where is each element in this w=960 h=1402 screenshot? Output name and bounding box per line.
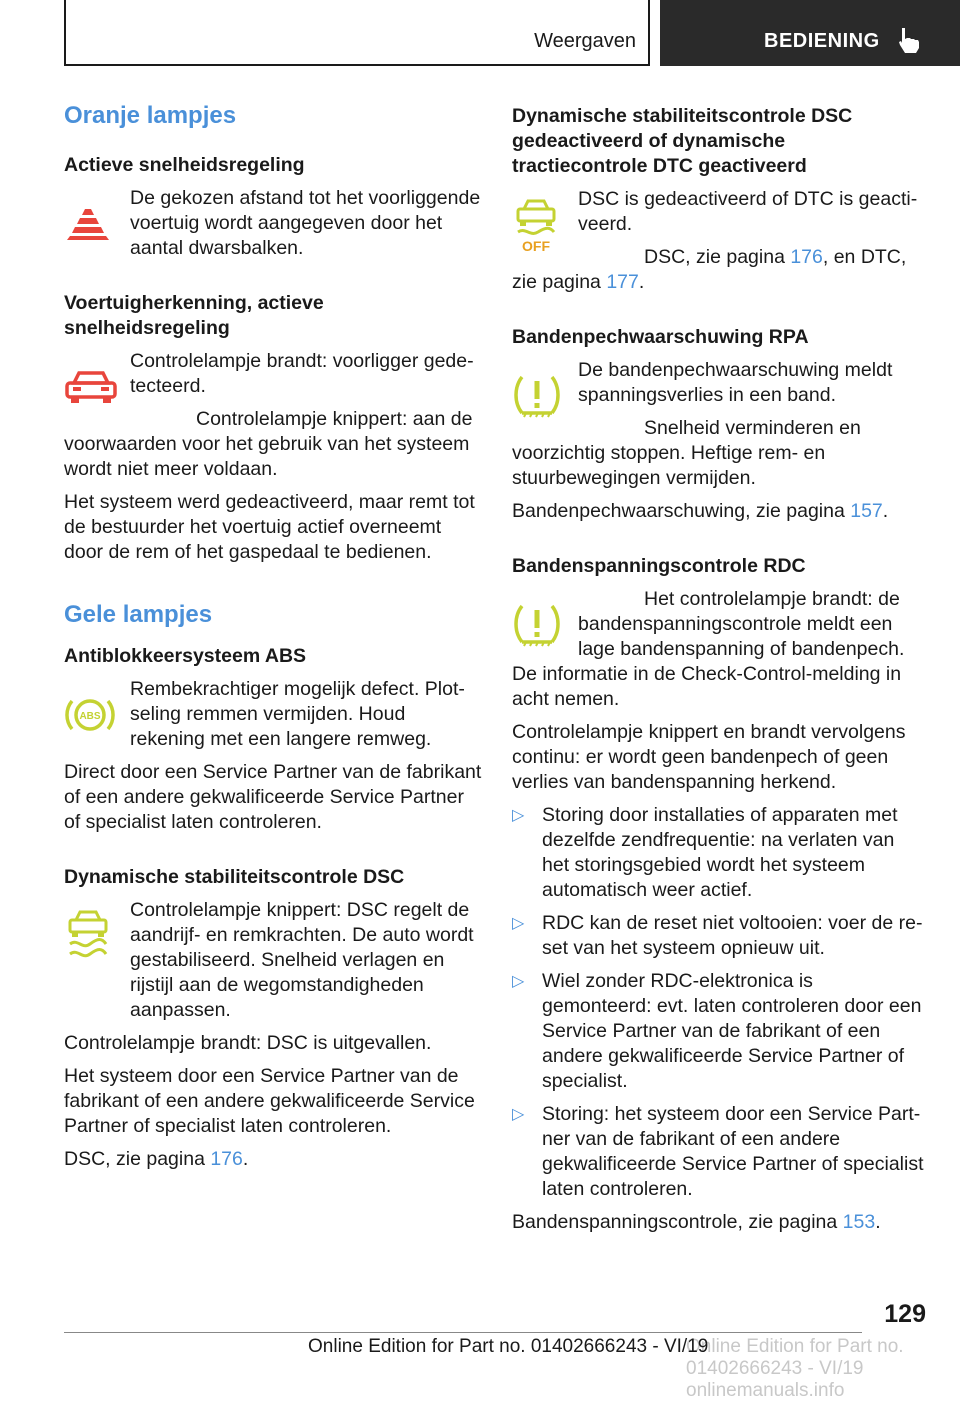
vr-text-1: Controlelampje brandt: voorligger gedetecteerd. bbox=[130, 349, 474, 397]
page-number: 129 bbox=[884, 1300, 926, 1328]
left-column bbox=[64, 96, 482, 1180]
footer-divider bbox=[64, 1332, 862, 1333]
svg-text:OFF: OFF bbox=[522, 238, 550, 254]
rpa-reference: Bandenpechwaarschuwing, zie pagina 157. bbox=[512, 500, 889, 522]
rdc-block bbox=[512, 587, 924, 712]
tire-pressure-icon bbox=[512, 602, 562, 648]
rdc-heading: Bandenspanningscontrole RDC bbox=[512, 555, 806, 577]
page-link-176[interactable]: 176 bbox=[210, 1147, 243, 1170]
acc-heading: Actieve snelheidsregeling bbox=[64, 153, 305, 176]
dscoff-heading: Dynamische stabiliteitscontrole DSC gedeactiveerd of dynamische tractiecontrole DTC geactiveerd bbox=[512, 105, 853, 177]
tire-warning-icon bbox=[512, 373, 562, 419]
rpa-text-2: Snelheid verminderen en voorzichtig stoppen. Heftige rem- en stuurbewegingen vermijden. bbox=[512, 417, 861, 489]
dsc-text-2: Controlelampje brandt: DSC is uitgevallen. bbox=[64, 1031, 432, 1054]
triangle-bullet-icon: ▷ bbox=[512, 807, 525, 824]
watermark: Online Edition for Part no. 01402666243 - VI/19 onlinemanuals.info bbox=[686, 1336, 904, 1401]
list-item: ▷ Storing door installaties of apparaten met dezelfde zendfrequentie: na verlaten van het storingsgebied wordt het systeem automatisch weer actief. bbox=[512, 804, 898, 901]
header-chapter-title: BEDIENING bbox=[764, 30, 880, 52]
abs-icon bbox=[64, 693, 116, 737]
dsc-heading: Dynamische stabiliteitscontrole DSC bbox=[64, 865, 405, 888]
rdc-bullet-list bbox=[512, 803, 924, 1202]
dsc-text-1: Controlelampje knippert: DSC regelt de aandrijf- en remkrachten. De auto wordt gestabiliseerd. Snelheid verlagen en rijstijl aan de wegomstandigheden aanpassen. bbox=[130, 898, 474, 1021]
triangle-bullet-icon: ▷ bbox=[512, 915, 525, 932]
header-section-title: Weergaven bbox=[534, 30, 636, 52]
rdc-text-1: Het controlelampje brandt: de bandenspanningscontrole meldt een lage bandenspanning of bandenpech. De informatie in de Check-Control-melding in acht nemen. bbox=[512, 588, 905, 710]
list-item: ▷ Wiel zonder RDC-elektronica is gemonteerd: evt. laten controleren door een Service Partner van de fabrikant of een andere gekwalificeerde Service Partner of specialist. bbox=[512, 970, 922, 1092]
page-link-153[interactable]: 153 bbox=[842, 1211, 876, 1233]
triangle-bullet-icon: ▷ bbox=[512, 1106, 525, 1123]
list-item: ▷ Storing: het systeem door een Service Partner van de fabrikant of een andere gekwalificeerde Service Partner of specialist laten controleren. bbox=[512, 1103, 924, 1200]
rpa-text-1: De bandenpechwaarschuwing meldt spanningsverlies in een band. bbox=[578, 359, 893, 406]
dsc-off-icon bbox=[512, 197, 560, 253]
dscoff-text-1: DSC is gedeactiveerd of DTC is geactiveerd. bbox=[578, 188, 918, 235]
dscoff-block bbox=[512, 187, 924, 295]
header-chapter-tab bbox=[660, 0, 960, 66]
rdc-text-2: Controlelampje knippert en brandt vervolgens continu: er wordt geen bandenpech of geen verlies van bandenspanning herkend. bbox=[512, 721, 906, 793]
hand-pointer-icon bbox=[896, 26, 922, 54]
abs-block bbox=[64, 677, 482, 752]
abs-text-1: Rembekrachtiger mogelijk defect. Plotseling remmen vermijden. Houd rekening met een langere remweg. bbox=[130, 677, 465, 750]
abs-text-2: Direct door een Service Partner van de fabrikant of een andere gekwalificeerde Service Partner of specialist laten controleren. bbox=[64, 760, 482, 833]
acc-block bbox=[64, 186, 482, 261]
dsc-reference: DSC, zie pagina 176. bbox=[64, 1147, 249, 1170]
page-link-177[interactable]: 177 bbox=[606, 271, 639, 293]
vr-block bbox=[64, 349, 482, 482]
list-item: ▷ RDC kan de reset niet voltooien: voer de reset van het systeem opnieuw uit. bbox=[512, 912, 923, 959]
svg-text:ABS: ABS bbox=[79, 710, 101, 722]
dsc-block bbox=[64, 898, 482, 1023]
dsc-text-3: Het systeem door een Service Partner van de fabrikant of een andere gekwalificeerde Service Partner of specialist laten controleren. bbox=[64, 1064, 475, 1137]
section-title-yellow: Gele lampjes bbox=[64, 600, 213, 628]
right-column bbox=[512, 104, 924, 1243]
acc-text: De gekozen afstand tot het voorliggende voertuig wordt aangegeven door het aantal dwarsbalken. bbox=[130, 186, 481, 259]
triangle-bullet-icon: ▷ bbox=[512, 973, 525, 990]
vr-text-2: Controlelampje knippert: aan de voorwaarden voor het gebruik van het systeem wordt niet meer voldaan. bbox=[64, 407, 473, 480]
rpa-block bbox=[512, 358, 924, 491]
header-section-box bbox=[64, 0, 650, 66]
abs-heading: Antiblokkeersysteem ABS bbox=[64, 644, 307, 667]
distance-bars-icon bbox=[64, 207, 112, 241]
page-link-176-b[interactable]: 176 bbox=[790, 246, 823, 268]
rdc-reference: Bandenspanningscontrole, zie pagina 153. bbox=[512, 1211, 881, 1233]
vr-heading: Voertuigherkenning, actieve snelheidsregeling bbox=[64, 291, 324, 339]
vehicle-detect-icon bbox=[64, 369, 118, 405]
page-link-157[interactable]: 157 bbox=[850, 500, 883, 522]
rpa-heading: Bandenpechwaarschuwing RPA bbox=[512, 326, 809, 348]
footer-edition: Online Edition for Part no. 01402666243 - VI/19 bbox=[308, 1336, 709, 1357]
page-header bbox=[64, 0, 960, 66]
vr-text-3: Het systeem werd gedeactiveerd, maar remt tot de bestuurder het voertuig actief overneemt door de rem of het gaspedaal te bedienen. bbox=[64, 490, 475, 563]
dsc-icon bbox=[64, 908, 112, 964]
dscoff-reference: DSC, zie pagina 176, en DTC, zie pagina 177. bbox=[512, 246, 907, 293]
section-title-orange: Oranje lampjes bbox=[64, 102, 237, 129]
